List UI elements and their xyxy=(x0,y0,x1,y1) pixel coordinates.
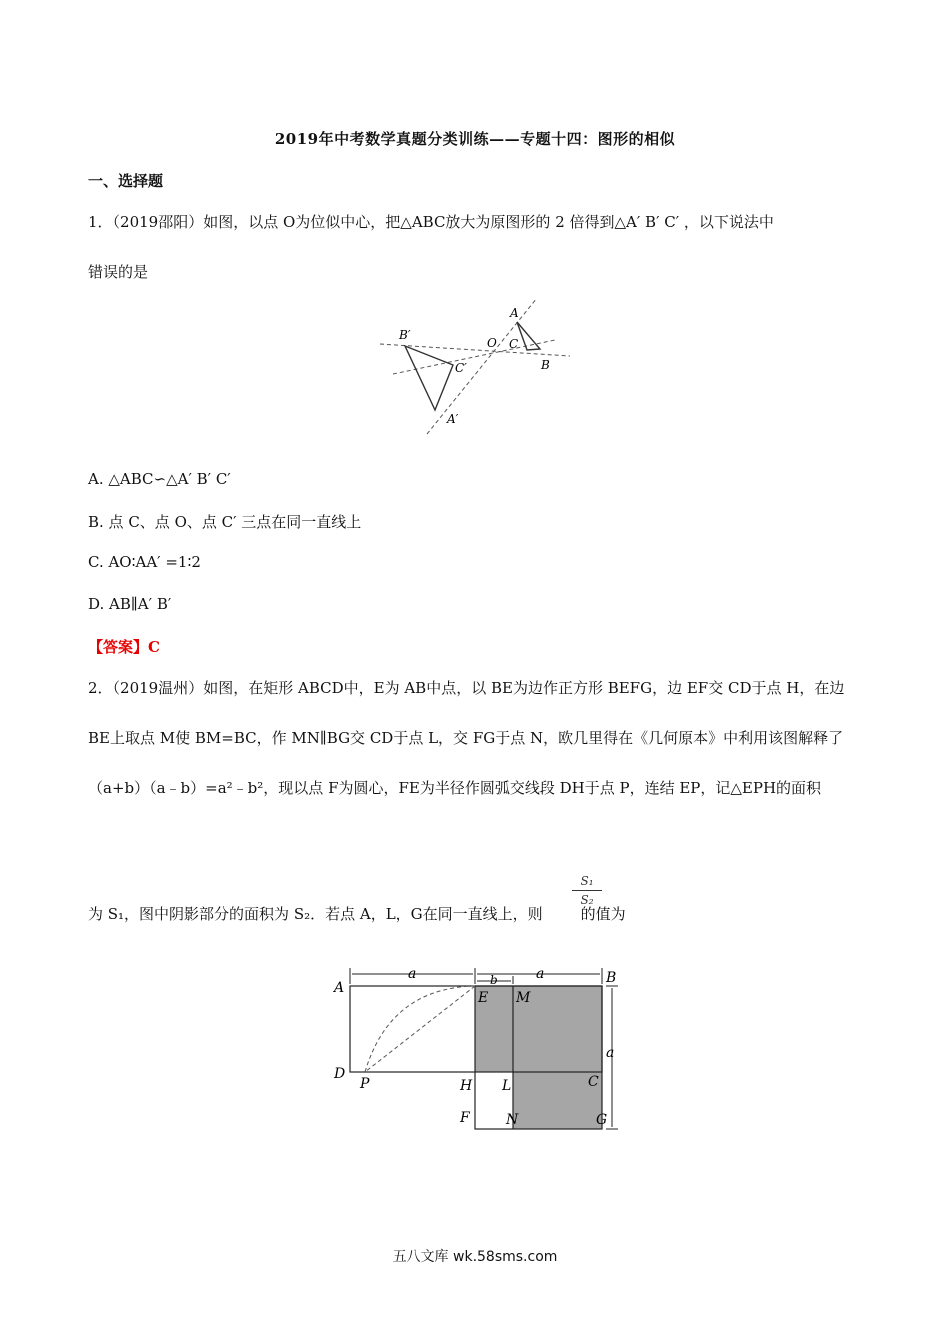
q2-label-N: N xyxy=(506,1112,519,1128)
section-heading: 一、选择题 xyxy=(88,172,164,190)
q1-dashed-line-aa xyxy=(427,298,537,434)
q2-label-F: F xyxy=(460,1110,470,1126)
q2-fraction xyxy=(572,874,602,907)
q2-dim-label-a-left: a xyxy=(408,966,417,982)
q2-stem-line4-text: 为 S₁，图中阴影部分的面积为 S₂．若点 A，L，G在同一直线上，则 xyxy=(88,905,543,923)
q2-stem-line4 xyxy=(88,903,626,924)
q1-option-d: D. AB∥A′ B′ xyxy=(88,595,172,613)
page-title: 2019年中考数学真题分类训练——专题十四：图形的相似 xyxy=(274,130,676,148)
q2-arc-ep xyxy=(365,986,475,1072)
q2-dim-label-a-right: a xyxy=(536,966,545,982)
q1-label-A: A xyxy=(510,306,519,320)
q1-option-b: B. 点 C、点 O、点 C′ 三点在同一直线上 xyxy=(88,513,362,531)
fraction-denominator: S₂ xyxy=(580,893,594,907)
fraction-bar xyxy=(572,890,602,891)
q2-label-A: A xyxy=(334,980,345,996)
q1-dashed-line-cc xyxy=(393,340,555,374)
q1-large-triangle xyxy=(405,346,453,410)
q1-option-c: C. AO∶AA′ =1∶2 xyxy=(88,553,201,571)
footer-watermark: 五八文库 wk.58sms.com xyxy=(392,1249,558,1265)
q2-stem-line3: （a+b）（a﹣b）=a²﹣b²，现以点 F为圆心，FE为半径作圆弧交线段 DH于点 P，连结 EP，记△EPH的面积 xyxy=(88,779,822,797)
q2-figure xyxy=(330,962,630,1130)
q2-label-C: C xyxy=(588,1074,599,1090)
q1-small-triangle xyxy=(517,322,540,350)
q1-label-A1: A′ xyxy=(447,412,459,426)
q1-label-C1: C′ xyxy=(455,361,467,375)
q1-answer xyxy=(88,636,160,657)
q2-label-P: P xyxy=(360,1076,370,1092)
q2-stem-line1: 2．（2019温州）如图，在矩形 ABCD中，E为 AB中点，以 BE为边作正方形 BEFG，边 EF交 CD于点 H，在边 xyxy=(88,679,845,697)
q1-option-a: A. △ABC∽△A′ B′ C′ xyxy=(88,470,231,488)
q2-dim-label-b: b xyxy=(490,973,498,987)
q2-label-L: L xyxy=(502,1078,512,1094)
fraction-numerator: S₁ xyxy=(580,874,594,888)
answer-tag: 【答案】 xyxy=(88,638,149,656)
q1-label-B1: B′ xyxy=(399,328,411,342)
q1-label-B: B xyxy=(541,358,550,372)
q2-dim-label-a-vertical: a xyxy=(606,1045,615,1061)
q2-stem-line4-end: 的值为 xyxy=(580,905,626,923)
q1-stem-line2: 错误的是 xyxy=(88,263,149,281)
q1-figure xyxy=(375,292,575,438)
answer-value: C xyxy=(148,638,160,656)
q1-label-C: C xyxy=(509,337,519,351)
q2-stem-line2: BE上取点 M使 BM=BC，作 MN∥BG交 CD于点 L，交 FG于点 N，欧几里得在《几何原本》中利用该图解释了 xyxy=(88,729,844,747)
q2-label-D: D xyxy=(334,1066,346,1082)
q2-label-B: B xyxy=(606,970,617,986)
q1-label-O: O xyxy=(487,336,497,350)
q2-label-M: M xyxy=(516,990,531,1006)
q1-stem-line1: 1．（2019邵阳）如图，以点 O为位似中心，把△ABC放大为原图形的 2 倍得到△A′ B′ C′ ，以下说法中 xyxy=(88,213,774,231)
q2-label-G: G xyxy=(596,1112,608,1128)
q2-label-H: H xyxy=(460,1078,473,1094)
q2-label-E: E xyxy=(478,990,489,1006)
q2-shaded-right xyxy=(513,986,602,1129)
